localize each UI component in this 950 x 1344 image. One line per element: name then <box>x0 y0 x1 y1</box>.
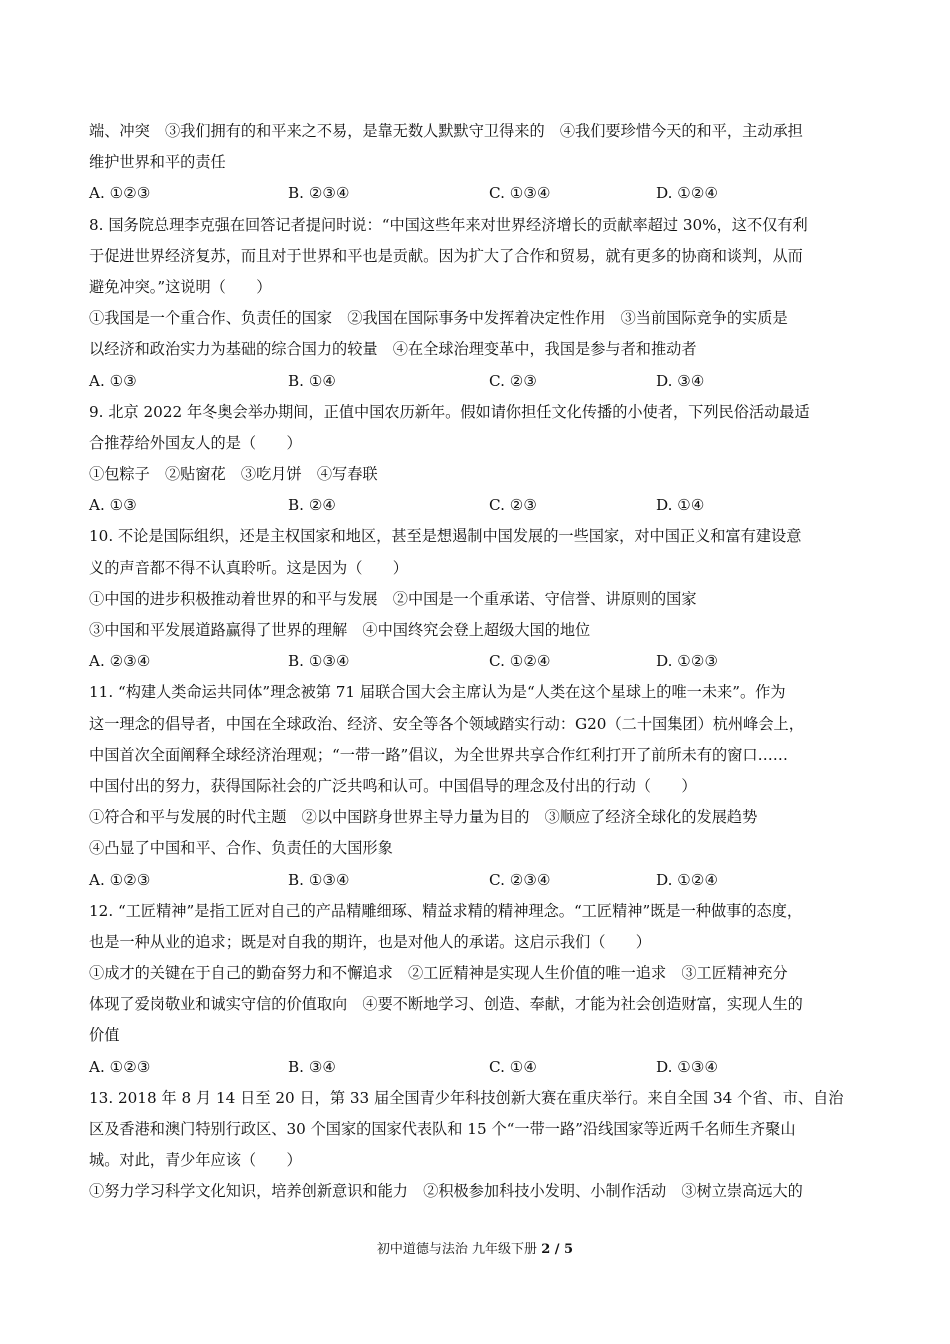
q7-option-c: C. ①③④ <box>489 184 551 203</box>
q7-line-1: 端、冲突 ③我们拥有的和平来之不易，是靠无数人默默守卫得来的 ④我们要珍惜今天的和平，主动承担 <box>89 122 803 140</box>
q10-option-d: D. ①②③ <box>656 652 719 671</box>
q10-option-c: C. ①②④ <box>489 652 551 671</box>
q7-option-d: D. ①②④ <box>656 184 719 203</box>
q9-line-2: 合推荐给外国友人的是（ ） <box>89 433 302 452</box>
q8-option-b: B. ①④ <box>288 371 337 390</box>
q8-line-4: ①我国是一个重合作、负责任的国家 ②我国在国际事务中发挥着决定性作用 ③当前国际竞争的实质是 <box>89 309 788 328</box>
footer-title: 初中道德与法治 九年级下册 <box>376 1242 542 1257</box>
exam-page <box>89 116 865 1208</box>
q8-option-d: D. ③④ <box>656 371 705 390</box>
q11-option-c: C. ②③④ <box>489 870 551 889</box>
q8-line-1: 8. 国务院总理李克强在回答记者提问时说：“中国这些年来对世界经济增长的贡献率超过 30%，这不仅有利 <box>89 215 808 234</box>
q11-line-6: ④凸显了中国和平、合作、负责任的大国形象 <box>89 839 393 858</box>
q13-line-3: 城。对此，青少年应该（ ） <box>89 1151 302 1170</box>
q12-option-c: C. ①④ <box>489 1057 537 1076</box>
q10-option-b: B. ①③④ <box>288 652 350 671</box>
page-footer <box>0 1240 950 1260</box>
q7-option-b: B. ②③④ <box>288 184 350 203</box>
q13-line-2: 区及香港和澳门特别行政区、30 个国家的国家代表队和 15 个“一带一路”沿线国家等近两千名师生齐聚山 <box>89 1120 796 1138</box>
q12-line-1: 12. “工匠精神”是指工匠对自己的产品精雕细琢、精益求精的精神理念。“工匠精神”既是一种做事的态度， <box>89 901 803 920</box>
q11-line-2: 这一理念的倡导者，中国在全球政治、经济、安全等各个领域踏实行动：G20（二十国集团）杭州峰会上， <box>89 714 804 733</box>
q8-line-3: 避免冲突。”这说明（ ） <box>89 277 272 296</box>
q10-options <box>89 646 865 677</box>
q8-line-5: 以经济和政治实力为基础的综合国力的较量 ④在全球治理变革中，我国是参与者和推动者 <box>89 340 697 359</box>
q8-line-2: 于促进世界经济复苏，而且对于世界和平也是贡献。因为扩大了合作和贸易，就有更多的协商和谈判，从而 <box>89 246 803 265</box>
q9-options <box>89 490 865 521</box>
q9-option-c: C. ②③ <box>489 496 537 515</box>
q11-option-a: A. ①②③ <box>89 870 151 889</box>
q9-option-d: D. ①④ <box>656 496 705 515</box>
q12-line-3: ①成才的关键在于自己的勤奋努力和不懈追求 ②工匠精神是实现人生价值的唯一追求 ③工匠精神充分 <box>89 964 788 983</box>
q9-line-1: 9. 北京 2022 年冬奥会举办期间，正值中国农历新年。假如请你担任文化传播的小使者，下列民俗活动最适 <box>89 402 810 421</box>
q11-line-5: ①符合和平与发展的时代主题 ②以中国跻身世界主导力量为目的 ③顺应了经济全球化的发展趋势 <box>89 808 758 827</box>
q10-option-a: A. ②③④ <box>89 652 151 671</box>
q10-line-1: 10. 不论是国际组织，还是主权国家和地区，甚至是想遏制中国发展的一些国家，对中国正义和富有建设意 <box>89 527 802 546</box>
q11-line-1: 11. “构建人类命运共同体”理念被第 71 届联合国大会主席认为是“人类在这个星球上的唯一未来”。作为 <box>89 683 786 702</box>
page-number: 2 / 5 <box>541 1242 574 1257</box>
q7-option-a: A. ①②③ <box>89 184 151 203</box>
q10-line-3: ①中国的进步积极推动着世界的和平与发展 ②中国是一个重承诺、守信誉、讲原则的国家 <box>89 589 697 608</box>
q10-line-2: 义的声音都不得不认真聆听。这是因为（ ） <box>89 558 408 577</box>
q13-line-1: 13. 2018 年 8 月 14 日至 20 日，第 33 届全国青少年科技创新大赛在重庆举行。来自全国 34 个省、市、自治 <box>89 1088 844 1107</box>
q9-option-a: A. ①③ <box>89 496 137 515</box>
q12-line-5: 价值 <box>89 1026 120 1045</box>
q12-option-d: D. ①③④ <box>656 1057 719 1076</box>
q8-option-a: A. ①③ <box>89 371 137 390</box>
q9-option-b: B. ②④ <box>288 496 337 515</box>
q11-line-4: 中国付出的努力，获得国际社会的广泛共鸣和认可。中国倡导的理念及付出的行动（ ） <box>89 776 697 795</box>
q12-option-b: B. ③④ <box>288 1057 337 1076</box>
q11-options <box>89 865 865 896</box>
q12-options <box>89 1052 865 1083</box>
q11-line-3: 中国首次全面阐释全球经济治理观；“一带一路”倡议，为全世界共享合作红利打开了前所未有的窗口…… <box>89 745 788 764</box>
q11-option-d: D. ①②④ <box>656 870 719 889</box>
q8-option-c: C. ②③ <box>489 371 537 390</box>
q7-line-2: 维护世界和平的责任 <box>89 153 226 172</box>
q12-line-2: 也是一种从业的追求；既是对自我的期许，也是对他人的承诺。这启示我们（ ） <box>89 932 651 951</box>
q7-options <box>89 178 865 209</box>
q13-line-4: ①努力学习科学文化知识，培养创新意识和能力 ②积极参加科技小发明、小制作活动 ③树立崇高远大的 <box>89 1182 803 1201</box>
q11-option-b: B. ①③④ <box>288 870 350 889</box>
q12-option-a: A. ①②③ <box>89 1057 151 1076</box>
q12-line-4: 体现了爱岗敬业和诚实守信的价值取向 ④要不断地学习、创造、奉献，才能为社会创造财富，实现人生的 <box>89 995 803 1014</box>
q9-line-3: ①包粽子 ②贴窗花 ③吃月饼 ④写春联 <box>89 465 378 484</box>
q8-options <box>89 366 865 397</box>
q10-line-4: ③中国和平发展道路赢得了世界的理解 ④中国终究会登上超级大国的地位 <box>89 621 591 639</box>
